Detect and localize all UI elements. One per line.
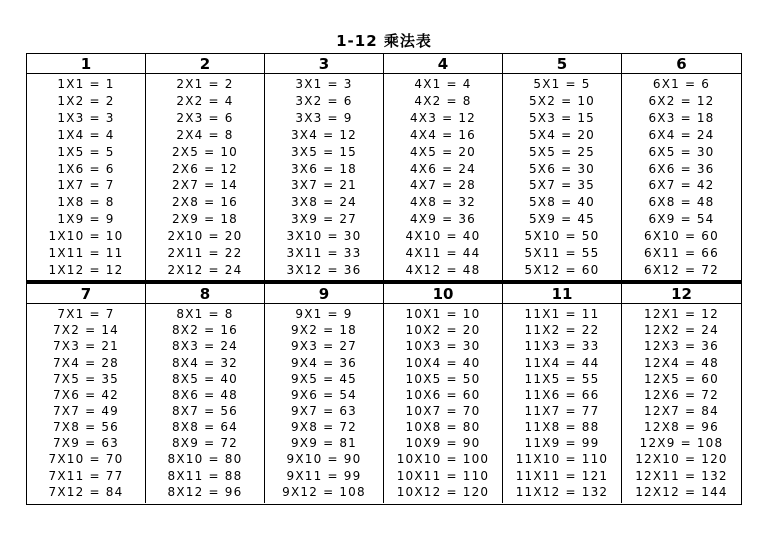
table-row: 11X2 = 22 (524, 323, 600, 338)
table-row: 2X2 = 4 (176, 94, 234, 109)
table-row: 12X1 = 12 (644, 307, 719, 322)
table-row: 1X11 = 11 (48, 245, 124, 260)
table-row: 4X12 = 48 (405, 262, 481, 277)
table-row: 9X7 = 63 (290, 404, 358, 419)
table-column-11 (503, 284, 622, 503)
table-row: 3X5 = 15 (290, 144, 358, 159)
table-row: 9X12 = 108 (282, 484, 366, 499)
column-header: 5 (503, 54, 621, 74)
table-row: 7X10 = 70 (48, 452, 124, 467)
table-row: 6X8 = 48 (648, 195, 715, 210)
multiplication-table (26, 53, 742, 505)
table-row: 2X9 = 18 (171, 212, 239, 227)
table-row: 2X4 = 8 (176, 127, 234, 142)
table-row: 1X6 = 6 (57, 161, 115, 176)
table-row: 7X4 = 28 (52, 355, 120, 370)
table-row: 8X1 = 8 (176, 307, 234, 322)
table-row: 8X5 = 40 (171, 371, 239, 386)
table-row: 10X11 = 110 (396, 468, 490, 483)
table-row: 1X2 = 2 (57, 94, 115, 109)
table-row: 8X2 = 16 (171, 323, 239, 338)
table-row: 5X7 = 35 (528, 178, 596, 193)
table-row: 9X6 = 54 (290, 387, 358, 402)
table-bottom-half (27, 284, 741, 503)
table-row: 6X7 = 42 (648, 178, 715, 193)
table-row: 2X3 = 6 (176, 111, 234, 126)
table-top-half (27, 54, 741, 281)
table-row: 6X9 = 54 (648, 212, 715, 227)
column-rows (27, 304, 145, 503)
column-rows (146, 304, 264, 503)
table-column-8 (146, 284, 265, 503)
table-column-7 (27, 284, 146, 503)
table-row: 4X8 = 32 (409, 195, 477, 210)
table-row: 12X6 = 72 (644, 387, 719, 402)
table-row: 3X11 = 33 (286, 245, 362, 260)
table-row: 2X6 = 12 (171, 161, 239, 176)
table-row: 8X7 = 56 (171, 404, 239, 419)
table-row: 11X1 = 11 (524, 307, 600, 322)
table-row: 11X6 = 66 (524, 387, 600, 402)
table-row: 12X3 = 36 (644, 339, 719, 354)
table-row: 12X12 = 144 (635, 484, 728, 499)
table-row: 9X9 = 81 (290, 436, 358, 451)
column-rows (622, 74, 741, 281)
table-row: 10X6 = 60 (405, 387, 481, 402)
column-rows (27, 74, 145, 281)
table-row: 12X7 = 84 (644, 404, 719, 419)
table-row: 6X10 = 60 (644, 228, 719, 243)
table-row: 4X3 = 12 (409, 111, 477, 126)
table-row: 4X1 = 4 (414, 77, 472, 92)
table-row: 7X11 = 77 (48, 468, 124, 483)
table-row: 5X2 = 10 (528, 94, 596, 109)
table-row: 1X1 = 1 (57, 77, 115, 92)
table-row: 7X5 = 35 (52, 371, 120, 386)
column-header: 9 (265, 284, 383, 304)
table-row: 2X11 = 22 (167, 245, 243, 260)
table-row: 8X6 = 48 (171, 387, 239, 402)
table-row: 2X7 = 14 (171, 178, 239, 193)
table-row: 1X12 = 12 (48, 262, 124, 277)
table-row: 4X2 = 8 (414, 94, 472, 109)
table-row: 6X1 = 6 (652, 77, 711, 92)
table-row: 4X6 = 24 (409, 161, 477, 176)
table-row: 8X8 = 64 (171, 420, 239, 435)
table-row: 5X11 = 55 (524, 245, 600, 260)
table-row: 1X5 = 5 (57, 144, 115, 159)
table-row: 9X11 = 99 (286, 468, 362, 483)
table-column-3 (265, 54, 384, 281)
table-column-5 (503, 54, 622, 281)
table-row: 10X8 = 80 (405, 420, 481, 435)
table-row: 10X3 = 30 (405, 339, 481, 354)
table-row: 7X1 = 7 (57, 307, 115, 322)
table-row: 6X4 = 24 (648, 127, 715, 142)
table-row: 6X5 = 30 (648, 144, 715, 159)
table-row: 10X4 = 40 (405, 355, 481, 370)
column-rows (384, 304, 502, 503)
table-row: 5X12 = 60 (524, 262, 600, 277)
table-row: 4X9 = 36 (409, 212, 477, 227)
table-row: 2X1 = 2 (176, 77, 234, 92)
table-row: 11X10 = 110 (515, 452, 609, 467)
table-row: 12X5 = 60 (644, 371, 719, 386)
table-row: 1X8 = 8 (57, 195, 115, 210)
table-row: 10X5 = 50 (405, 371, 481, 386)
column-rows (384, 74, 502, 281)
table-row: 3X12 = 36 (286, 262, 362, 277)
table-row: 10X7 = 70 (405, 404, 481, 419)
table-row: 8X10 = 80 (167, 452, 243, 467)
column-header: 8 (146, 284, 264, 304)
table-row: 3X8 = 24 (290, 195, 358, 210)
table-row: 11X8 = 88 (524, 420, 600, 435)
table-row: 10X10 = 100 (396, 452, 490, 467)
column-header: 3 (265, 54, 383, 74)
table-row: 11X12 = 132 (515, 484, 609, 499)
table-row: 8X9 = 72 (171, 436, 239, 451)
table-row: 3X1 = 3 (295, 77, 353, 92)
table-row: 2X5 = 10 (171, 144, 239, 159)
table-row: 6X12 = 72 (644, 262, 719, 277)
table-row: 3X4 = 12 (290, 127, 358, 142)
table-row: 7X8 = 56 (52, 420, 120, 435)
table-column-1 (27, 54, 146, 281)
table-row: 5X4 = 20 (528, 127, 596, 142)
table-row: 8X3 = 24 (171, 339, 239, 354)
table-row: 11X5 = 55 (524, 371, 600, 386)
table-row: 9X4 = 36 (290, 355, 358, 370)
column-header: 11 (503, 284, 621, 304)
table-row: 6X3 = 18 (648, 111, 715, 126)
table-row: 5X6 = 30 (528, 161, 596, 176)
table-row: 5X3 = 15 (528, 111, 596, 126)
table-row: 9X3 = 27 (290, 339, 358, 354)
table-row: 2X12 = 24 (167, 262, 243, 277)
table-row: 3X10 = 30 (286, 228, 362, 243)
table-row: 4X5 = 20 (409, 144, 477, 159)
table-row: 12X9 = 108 (639, 436, 724, 451)
table-row: 9X2 = 18 (290, 323, 358, 338)
column-header: 12 (622, 284, 741, 304)
table-row: 7X6 = 42 (52, 387, 120, 402)
table-row: 5X1 = 5 (533, 77, 591, 92)
table-row: 1X7 = 7 (57, 178, 115, 193)
table-row: 7X12 = 84 (48, 484, 124, 499)
column-header: 7 (27, 284, 145, 304)
table-row: 5X8 = 40 (528, 195, 596, 210)
table-row: 4X4 = 16 (409, 127, 477, 142)
table-row: 8X11 = 88 (167, 468, 243, 483)
table-row: 10X2 = 20 (405, 323, 481, 338)
table-row: 6X11 = 66 (644, 245, 719, 260)
table-row: 11X7 = 77 (524, 404, 600, 419)
column-rows (146, 74, 264, 281)
column-header: 1 (27, 54, 145, 74)
table-row: 3X7 = 21 (290, 178, 358, 193)
table-column-2 (146, 54, 265, 281)
table-row: 2X8 = 16 (171, 195, 239, 210)
table-row: 9X1 = 9 (295, 307, 353, 322)
table-row: 1X4 = 4 (57, 127, 115, 142)
table-row: 7X3 = 21 (52, 339, 120, 354)
table-row: 1X9 = 9 (57, 212, 115, 227)
column-header: 6 (622, 54, 741, 74)
table-row: 7X9 = 63 (52, 436, 120, 451)
column-header: 10 (384, 284, 502, 304)
table-column-4 (384, 54, 503, 281)
table-row: 12X10 = 120 (635, 452, 728, 467)
table-row: 7X7 = 49 (52, 404, 120, 419)
page-title: 1-12 乘法表 (336, 32, 432, 50)
table-row: 8X4 = 32 (171, 355, 239, 370)
table-row: 10X1 = 10 (405, 307, 481, 322)
table-row: 6X6 = 36 (648, 161, 715, 176)
table-row: 12X2 = 24 (644, 323, 719, 338)
table-row: 3X2 = 6 (295, 94, 353, 109)
table-row: 11X9 = 99 (524, 436, 600, 451)
column-header: 2 (146, 54, 264, 74)
table-row: 10X12 = 120 (396, 484, 490, 499)
table-column-10 (384, 284, 503, 503)
table-row: 5X10 = 50 (524, 228, 600, 243)
table-row: 12X4 = 48 (644, 355, 719, 370)
table-row: 7X2 = 14 (52, 323, 120, 338)
table-row: 1X10 = 10 (48, 228, 124, 243)
table-row: 10X9 = 90 (405, 436, 481, 451)
table-row: 5X9 = 45 (528, 212, 596, 227)
table-row: 4X10 = 40 (405, 228, 481, 243)
table-row: 5X5 = 25 (528, 144, 596, 159)
table-row: 4X11 = 44 (405, 245, 481, 260)
table-row: 12X8 = 96 (644, 420, 719, 435)
table-column-12 (622, 284, 741, 503)
column-rows (265, 74, 383, 281)
table-row: 3X9 = 27 (290, 212, 358, 227)
table-row: 3X3 = 9 (295, 111, 353, 126)
table-column-9 (265, 284, 384, 503)
column-rows (503, 304, 621, 503)
table-column-6 (622, 54, 741, 281)
column-header: 4 (384, 54, 502, 74)
table-row: 9X10 = 90 (286, 452, 362, 467)
table-row: 11X11 = 121 (515, 468, 609, 483)
table-row: 2X10 = 20 (167, 228, 243, 243)
table-row: 4X7 = 28 (409, 178, 477, 193)
table-row: 11X4 = 44 (524, 355, 600, 370)
table-row: 11X3 = 33 (524, 339, 600, 354)
column-rows (265, 304, 383, 503)
table-row: 12X11 = 132 (635, 468, 728, 483)
table-row: 9X8 = 72 (290, 420, 358, 435)
table-row: 6X2 = 12 (648, 94, 715, 109)
column-rows (503, 74, 621, 281)
table-row: 9X5 = 45 (290, 371, 358, 386)
column-rows (622, 304, 741, 503)
table-row: 8X12 = 96 (167, 484, 243, 499)
table-row: 3X6 = 18 (290, 161, 358, 176)
table-row: 1X3 = 3 (57, 111, 115, 126)
